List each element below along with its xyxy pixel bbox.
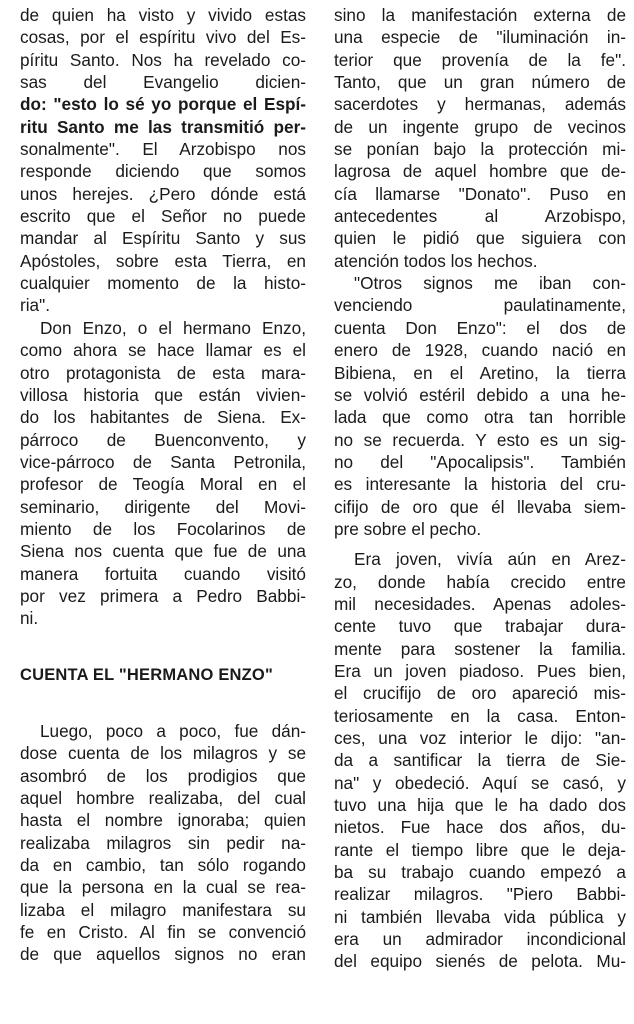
text-line: Bibiena, en el Aretino, la tierra (334, 362, 626, 383)
text-line: no del "Apocalipsis". También (334, 451, 626, 472)
text-line: que la persona en la cual se rea- (20, 877, 306, 898)
text-line: tuvo una hija que le ha dado dos (334, 795, 626, 816)
text-line: escrito que el Señor no puede (20, 206, 306, 227)
right-paragraph-3 (334, 548, 626, 973)
text-line: nietos. Fue hace dos años, du- (334, 817, 626, 838)
text-line: dose cuenta de los milagros y se (20, 743, 306, 764)
text-line: de quien ha visto y vivido estas (20, 5, 306, 25)
text-line: es interesante la historia del cru- (334, 474, 626, 495)
text-line: Apóstoles, sobre esta Tierra, en (20, 250, 306, 271)
spacer (20, 686, 306, 720)
text-line: por vez primera a Pedro Babbi- (20, 585, 306, 606)
text-line: vice-párroco de Santa Petronila, (20, 451, 306, 472)
text-line: profesor de Teogía Moral en el (20, 474, 306, 495)
text-line: el crucifijo de oro apareció mis- (334, 683, 626, 704)
right-paragraph-2 (334, 272, 626, 540)
text-line: no se recuerda. Y esto es un sig- (334, 429, 626, 450)
text-line: se ponían bajo la protección mi- (334, 139, 626, 160)
left-paragraph-3 (20, 720, 306, 966)
text-line: quien le pidió que siguiera con (334, 228, 626, 249)
text-line: cuenta Don Enzo": el dos de (334, 317, 626, 338)
text-line: como ahora se hace llamar es el (20, 340, 306, 361)
text-line: enero de 1928, cuando nació en (334, 340, 626, 361)
text-line: antecedentes al Arzobispo, (334, 206, 626, 227)
text-line: ni también llevaba vida pública y (334, 906, 626, 927)
text-line: ba su trabajo cuando empezó a (334, 862, 626, 883)
text-line: otro protagonista de esta mara- (20, 362, 306, 383)
left-column (20, 4, 306, 966)
text-line: de un ingente grupo de vecinos (334, 116, 626, 137)
text-line: responde diciendo que somos (20, 161, 306, 182)
text-line: píritu Santo. Nos ha revelado co- (20, 49, 306, 70)
text-line: se volvió estéril debido a una he- (334, 384, 626, 405)
text-line: lagrosa de aquel hombre que de- (334, 161, 626, 182)
text-line: ni. (20, 608, 39, 629)
text-line: terior que provenía de la fe". (334, 49, 626, 70)
text-line: mente para sostener la familia. (334, 638, 626, 659)
text-line: era un admirador incondicional (334, 929, 626, 950)
right-paragraph-1 (334, 4, 626, 272)
text-line: cente tuvo que trabajar dura- (334, 616, 626, 637)
text-line: cosas, por el espíritu vivo del Es- (20, 27, 306, 48)
text-line: sonalmente". El Arzobispo nos (20, 139, 306, 160)
text-line: rante el tiempo libre que le deja- (334, 839, 626, 860)
text-line: del equipo sienés de pelota. Mu- (334, 951, 626, 972)
text-line: Don Enzo, o el hermano Enzo, (40, 317, 306, 338)
text-line: sino la manifestación externa de (334, 5, 626, 25)
text-line: realizar milagros. "Piero Babbi- (334, 884, 626, 905)
text-line: Era joven, vivía aún en Arez- (354, 549, 626, 570)
text-line: manera fortuita cuando visitó (20, 563, 306, 584)
text-line: sacerdotes y hermanas, además (334, 94, 626, 115)
text-line: cualquier momento de la histo- (20, 273, 306, 294)
text-line: atención todos los hechos. (334, 250, 538, 271)
text-line: cía llamarse "Donato". Puso en (334, 183, 626, 204)
left-paragraph-1 (20, 4, 306, 317)
text-line: da en cambio, tan sólo rogando (20, 855, 306, 876)
text-line: una especie de "iluminación in- (334, 27, 626, 48)
text-line: cifijo de oro que él llevaba siem- (334, 496, 626, 517)
text-line: pre sobre el pecho. (334, 518, 482, 539)
text-line: realizaba milagros sin pedir na- (20, 832, 306, 853)
text-line: seminario, dirigente del Movi- (20, 496, 306, 517)
text-line: lada que como otra tan horrible (334, 407, 626, 428)
text-line: zo, donde había crecido entre (334, 571, 626, 592)
text-line: fe en Cristo. Al fin se convenció (20, 922, 306, 943)
text-line: venciendo paulatinamente, (334, 295, 626, 316)
text-line: da a santificar la tierra de Sie- (334, 750, 626, 771)
text-line: do los habitantes de Siena. Ex- (20, 407, 306, 428)
spacer (20, 630, 306, 664)
text-line: villosa historia que están vivien- (20, 384, 306, 405)
text-line: na" y obedeció. Aquí se casó, y (334, 772, 626, 793)
text-line: Luego, poco a poco, fue dán- (40, 720, 306, 741)
text-line: miento de los Focolarinos de (20, 518, 306, 539)
text-line: Era un joven piadoso. Pues bien, (334, 660, 626, 681)
right-column (334, 4, 626, 973)
text-line: mil necesidades. Apenas adoles- (334, 593, 626, 614)
text-line: lizaba el milagro manifestara su (20, 899, 306, 920)
text-line: "Otros signos me iban con- (354, 273, 626, 294)
text-line: Siena nos cuenta que fue de una (20, 541, 306, 562)
text-line: hasta el nombre ignoraba; quien (20, 810, 306, 831)
text-line: sas del Evangelio dicien- (20, 72, 306, 93)
spacer (334, 540, 626, 548)
text-line: Tanto, que un gran número de (334, 72, 626, 93)
text-line: párroco de Buenconvento, y (20, 429, 306, 450)
text-line: ria". (20, 295, 50, 316)
text-line: teriosamente en la casa. Enton- (334, 705, 626, 726)
left-paragraph-2 (20, 317, 306, 630)
text-line-bold: ritu Santo me las transmitió per- (20, 116, 306, 137)
section-heading: CUENTA EL "HERMANO ENZO" (20, 665, 273, 684)
text-line: ces, una voz interior le dijo: "an- (334, 728, 626, 748)
text-line: asombró de los prodigios que (20, 765, 306, 786)
text-line: mandar al Espíritu Santo y sus (20, 228, 306, 249)
text-line-bold: do: "esto lo sé yo porque el Espí- (20, 94, 306, 115)
text-line: aquel hombre realizaba, del cual (20, 788, 306, 808)
text-line: unos herejes. ¿Pero dónde está (20, 183, 306, 204)
text-line: de que aquellos signos no eran (20, 944, 306, 965)
